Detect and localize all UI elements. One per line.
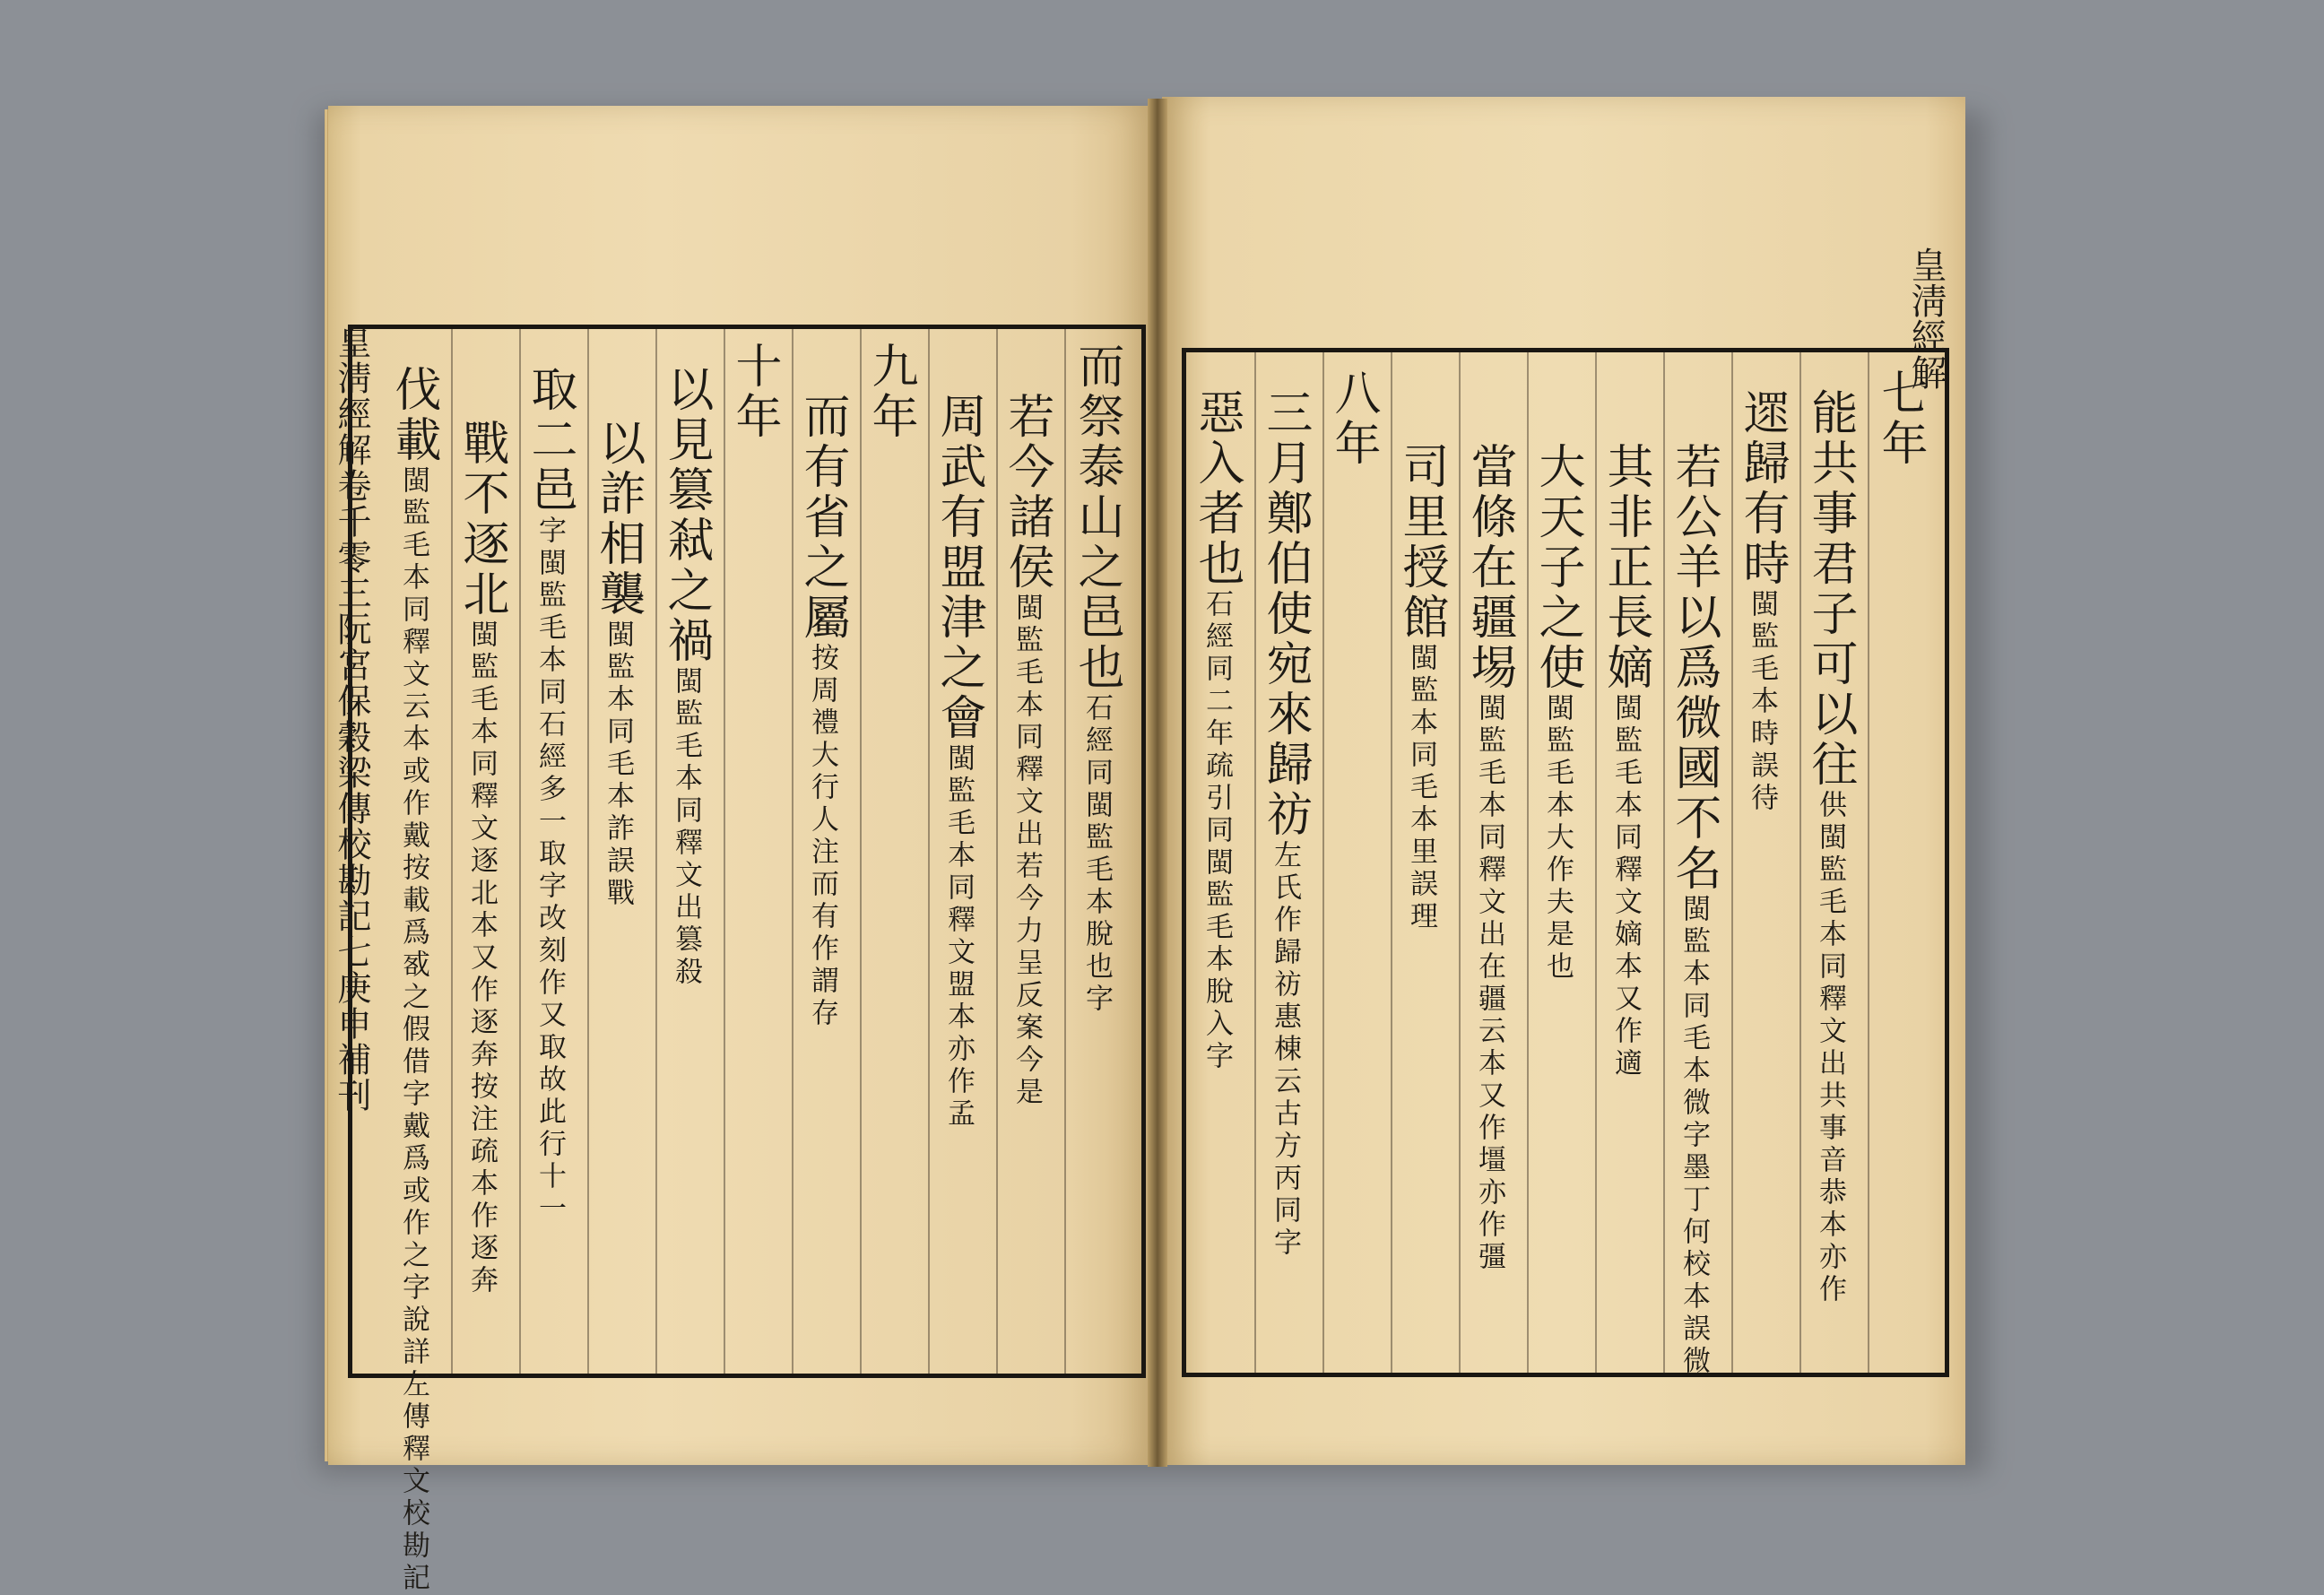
book-gutter [1148,99,1167,1467]
column-rule [587,329,589,1374]
text-line: 以詐相襲閩監本同毛本詐誤戰 [591,419,645,910]
left-page-text-block [348,325,1146,1595]
column-rule [928,329,930,1374]
column-rule [1868,352,1869,1373]
column-rule [1391,352,1392,1373]
column-rule [1254,352,1256,1373]
column-rule [1322,352,1324,1373]
text-line: 遝歸有時閩監毛本時誤待 [1735,388,1789,815]
text-line: 其非正長嫡閩監毛本同釋文嫡本又作適 [1599,442,1652,1080]
text-line: 九年 [863,342,917,442]
text-line: 當條在疆埸閩監毛本同釋文出在疆云本又作壃亦作彊 [1462,442,1516,1274]
column-rule [860,329,862,1374]
column-rule [451,329,453,1374]
text-line: 若今諸侯閩監毛本同釋文出若今力呈反案今是 [1000,392,1054,1109]
text-line: 而有省之屬按周禮大行人注而有作謂存 [795,392,849,1030]
text-line: 若公羊以爲微國不名閩監本同毛本微字墨丁何校本誤微 [1667,442,1721,1378]
right-page-text-block [1182,247,1949,1378]
column-rule [1731,352,1733,1373]
column-rule [519,329,521,1374]
column-rule [1459,352,1461,1373]
column-rule [1527,352,1529,1373]
text-line: 七年 [1873,368,1927,469]
text-line: 司里授館閩監本同毛本里誤理 [1394,442,1448,933]
text-line: 三月鄭伯使宛來歸祊左氏作歸祊惠棟云古方丙同字 [1258,388,1312,1260]
column-rule [1663,352,1665,1373]
text-line: 能共事君子可以往供閩監毛本同釋文出共事音恭本亦作 [1803,388,1857,1306]
column-rule [792,329,793,1374]
right-page-header: 皇淸經解 [1905,247,1947,390]
column-rule [724,329,725,1374]
text-line: 八年 [1326,368,1380,469]
text-line: 十年 [727,342,781,442]
column-rule [1064,329,1066,1374]
text-line: 大天子之使閩監毛本大作夫是也 [1531,442,1584,984]
book-title: 皇淸經解 [332,325,371,468]
work-title: 阮宮保穀梁傳校勘記 [332,611,371,934]
column-rule [655,329,657,1374]
page-number: 七 [332,934,371,970]
text-line: 伐載閩監毛本同釋文云本或作戴按載爲㦴之假借字戴爲或作之字說詳左傳釋文校勘記 [386,365,440,1595]
text-line: 戰不逐北閩監毛本同釋文逐北本又作逐奔按注疏本作逐奔 [455,419,508,1297]
volume-number: 卷千零三 [332,468,371,611]
center-fold-column [325,325,377,1369]
text-line: 以見篡弒之禍閩監毛本同釋文出篡殺 [659,365,713,989]
print-note: 庚申補刊 [332,970,371,1114]
text-line: 而祭泰山之邑也石經同閩監毛本脫也字 [1070,342,1123,1016]
text-line: 取二邑字閩監毛本同石經多一取字改刻作又取故此行十一 [523,365,577,1226]
column-rule [1595,352,1597,1373]
column-rule [996,329,998,1374]
text-line: 周武有盟津之會閩監毛本同釋文盟本亦作孟 [932,392,985,1131]
column-rule [1799,352,1801,1373]
text-line: 惡入者也石經同二年疏引同閩監毛本脫入字 [1190,388,1244,1073]
